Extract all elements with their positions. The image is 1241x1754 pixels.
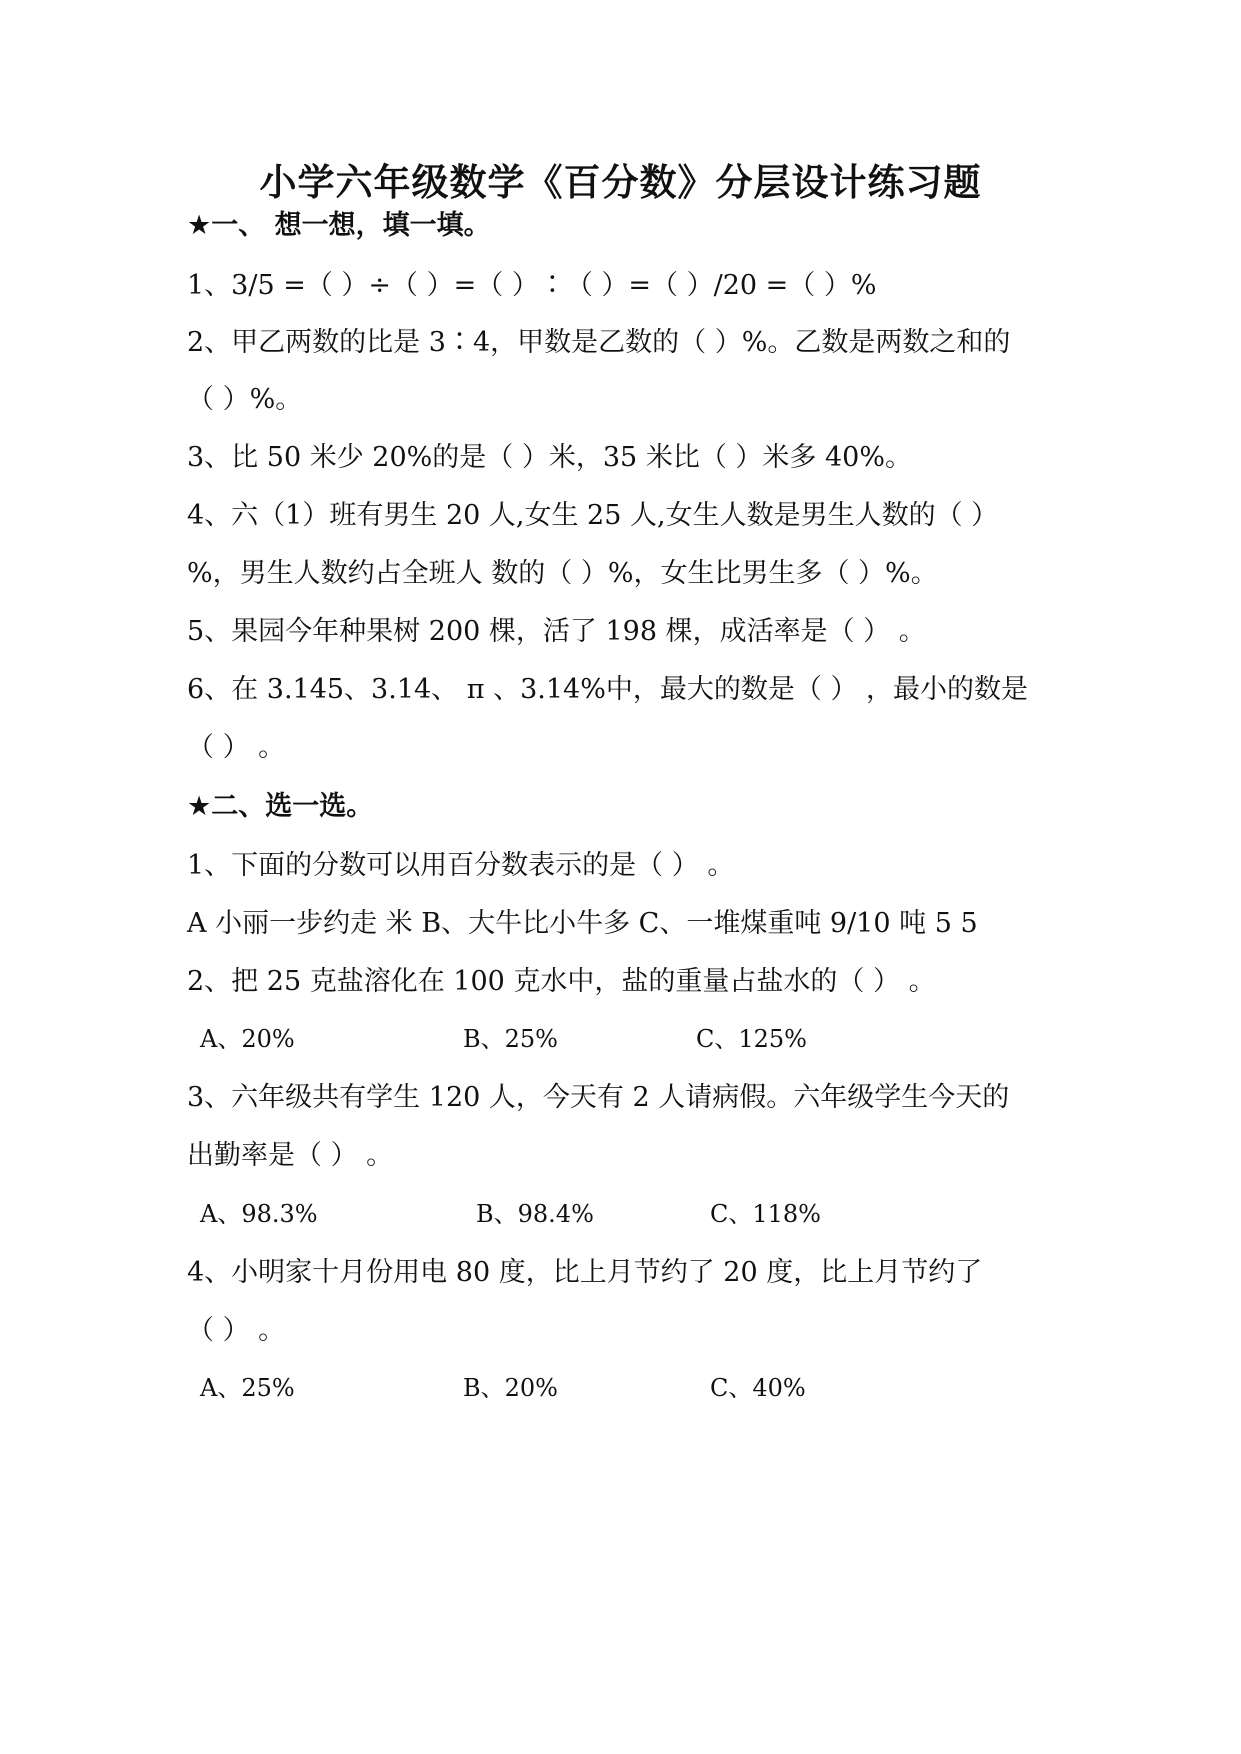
s1-line-1: 1、3/5 =（ ）÷（ ）=（ ）∶（ ）=（ ）/20 =（ ）%	[187, 270, 877, 301]
s1-line-6: %，男生人数约占全班人 数的（ ）%，女生比男生多（ ）%。	[187, 558, 938, 589]
q4-option-a: A、25%	[200, 1374, 295, 1402]
q3-option-a: A、98.3%	[200, 1200, 318, 1228]
q4-option-b: B、20%	[463, 1374, 558, 1402]
q3-option-b: B、98.4%	[476, 1200, 594, 1228]
s1-line-2: 2、甲乙两数的比是 3∶4，甲数是乙数的（ ）%。乙数是两数之和的	[187, 327, 1011, 358]
q3-stem-line1: 3、六年级共有学生 120 人，今天有 2 人请病假。六年级学生今天的	[187, 1082, 1010, 1113]
q4-stem-line2: （ ） 。	[187, 1315, 286, 1346]
document-title: 小学六年级数学《百分数》分层设计练习题	[259, 161, 982, 204]
q1-options-line: A 小丽一步约走 米 B、大牛比小牛多 C、一堆煤重吨 9/10 吨 5 5	[187, 908, 978, 939]
q2-option-b: B、25%	[463, 1025, 558, 1053]
q1-stem: 1、下面的分数可以用百分数表示的是（ ） 。	[187, 850, 735, 881]
q4-option-c: C、40%	[710, 1374, 806, 1402]
q3-option-c: C、118%	[710, 1200, 821, 1228]
s1-line-3: （ ）%。	[187, 384, 303, 415]
q4-stem-line1: 4、小明家十月份用电 80 度，比上月节约了 20 度，比上月节约了	[187, 1257, 983, 1288]
section2-heading: ★二、选一选。	[187, 791, 374, 822]
s1-line-7: 5、果园今年种果树 200 棵，活了 198 棵，成活率是（ ） 。	[187, 616, 926, 647]
q3-stem-line2: 出勤率是（ ） 。	[187, 1140, 394, 1171]
section1-heading: ★一、 想一想，填一填。	[187, 210, 491, 241]
s1-line-4: 3、比 50 米少 20%的是（ ）米，35 米比（ ）米多 40%。	[187, 442, 912, 473]
s1-line-5: 4、六（1）班有男生 20 人,女生 25 人,女生人数是男生人数的（ ）	[187, 500, 999, 531]
q2-stem: 2、把 25 克盐溶化在 100 克水中，盐的重量占盐水的（ ） 。	[187, 966, 936, 997]
s1-line-9: （ ） 。	[187, 732, 286, 763]
s1-line-8: 6、在 3.145、3.14、 π 、3.14%中，最大的数是（ ） ，最小的数是	[187, 674, 1029, 705]
q2-option-c: C、125%	[696, 1025, 807, 1053]
q2-option-a: A、20%	[200, 1025, 295, 1053]
